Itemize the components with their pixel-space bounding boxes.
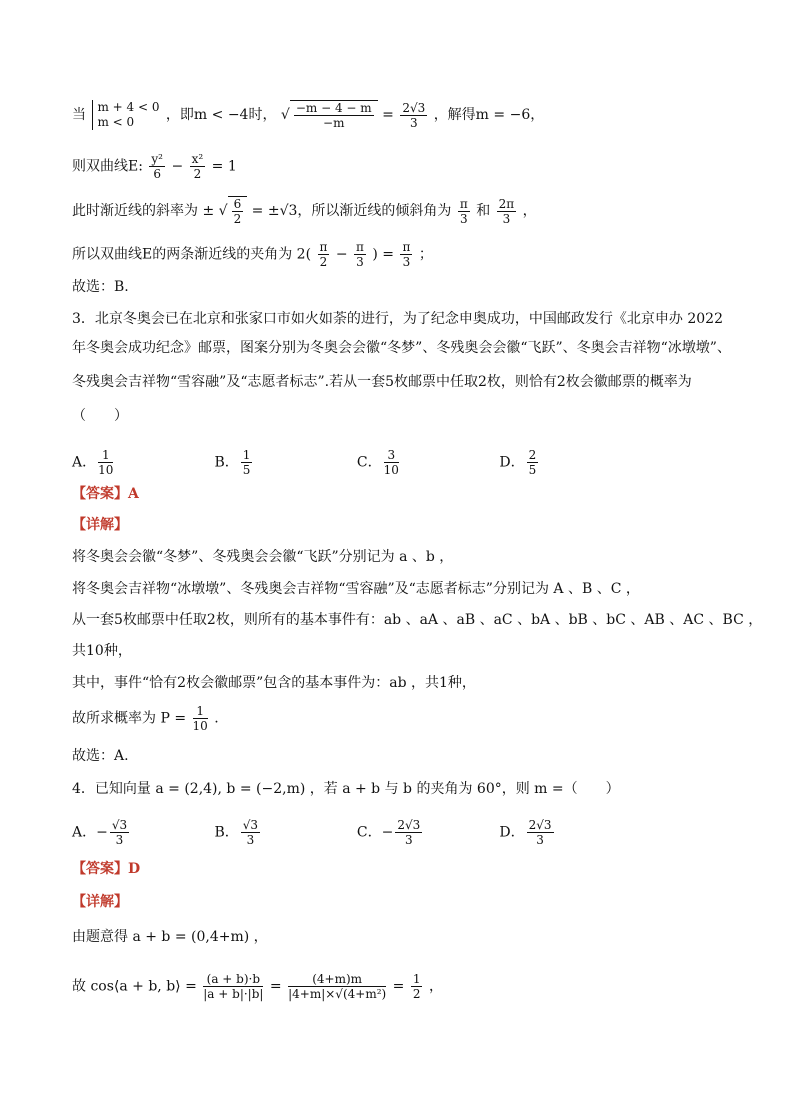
q4-option-a xyxy=(72,818,210,847)
brace-line: m + 4 < 0 xyxy=(97,100,160,114)
q4-line-1: 4．已知向量 a = (2,4), b = (−2,m) ，若 a + b 与 b 的夹角为 60°，则 m =（ ） xyxy=(72,781,620,797)
fraction xyxy=(232,197,244,226)
option-label: C． xyxy=(356,824,382,841)
denominator: 10 xyxy=(98,463,114,477)
sqrt-expression xyxy=(290,100,378,130)
q3-line-2: 年冬奥会成功纪念》邮票，图案分别为冬奥会会徽“冬梦”、冬残奥会会徽“飞跃”、冬奥会吉祥物“冰墩墩”、 xyxy=(72,340,731,356)
denominator: 3 xyxy=(246,833,255,847)
fraction xyxy=(110,818,129,847)
fraction xyxy=(149,152,165,181)
fraction xyxy=(98,448,113,477)
minus: − xyxy=(171,158,184,175)
fraction xyxy=(190,152,206,181)
sqrt-expression xyxy=(228,196,248,226)
numerator: 1 xyxy=(98,448,113,463)
numerator: (a + b)·b xyxy=(203,972,263,987)
fraction xyxy=(384,448,399,477)
denominator: 5 xyxy=(242,463,251,477)
numerator: 2√3 xyxy=(397,818,421,832)
fraction xyxy=(400,240,412,269)
numerator: π xyxy=(356,240,364,254)
numerator: 2√3 xyxy=(528,818,552,832)
numerator: 1 xyxy=(412,972,421,986)
choose-b: 故选：B. xyxy=(72,279,129,295)
denominator: 2 xyxy=(233,212,242,226)
brace-line: m < 0 xyxy=(97,115,135,129)
q3-line-1: 3．北京冬奥会已在北京和张家口市如火如荼的进行，为了纪念申奥成功，中国邮政发行《北京申办 2022 xyxy=(72,311,723,327)
option-label: A． xyxy=(72,824,97,841)
numerator: 6 xyxy=(233,197,242,211)
denominator: |a + b|·|b| xyxy=(203,987,264,1001)
fraction xyxy=(241,818,260,847)
text: 和 xyxy=(476,203,491,219)
text: ， xyxy=(522,203,537,219)
equals: = xyxy=(269,978,282,995)
fraction xyxy=(395,818,422,847)
text: = 1 xyxy=(211,158,237,175)
q3-line-3: 冬残奥会吉祥物“雪容融”及“志愿者标志”.若从一套5枚邮票中任取2枚，则恰有2枚会徽邮票的概率为 xyxy=(72,374,692,390)
denominator: 3 xyxy=(356,255,364,269)
numerator: −m − 4 − m xyxy=(295,101,372,115)
q3-detail-5: 其中，事件“恰有2枚会徽邮票”包含的基本事件为：ab ，共1种， xyxy=(72,675,476,691)
fraction xyxy=(497,197,517,226)
text: ， xyxy=(428,978,443,995)
denominator: 2 xyxy=(193,167,202,181)
text: ，即m < −4时， xyxy=(165,107,277,123)
numerator: √3 xyxy=(242,818,259,832)
denominator: 3 xyxy=(459,211,468,226)
numerator: (4+m)m xyxy=(288,972,386,987)
q4-options xyxy=(72,818,637,847)
solution-line-1: 当 m + 4 < 0 m < 0 ，即m < −4时， √ $\frac{-m - 4 - m}{-m}$ = $\frac{2√3}{3}$ ，解得m = −6， xyxy=(72,100,545,130)
q4-detail-2 xyxy=(72,972,443,1001)
fraction xyxy=(288,972,386,1001)
choose-a: 故选：A. xyxy=(72,748,129,764)
q4-option-d xyxy=(499,818,637,847)
numerator: √3 xyxy=(111,818,128,832)
q4-option-b xyxy=(214,818,352,847)
equals: = xyxy=(392,978,405,995)
option-label: D． xyxy=(499,454,525,471)
q3-detail-4: 共10种， xyxy=(72,643,132,659)
denominator: 2 xyxy=(319,255,328,269)
option-label: D． xyxy=(499,824,525,841)
q4-detail-1: 由题意得 a + b = (0,4+m) ， xyxy=(72,929,268,945)
numerator: 1 xyxy=(193,704,208,719)
fraction xyxy=(400,101,427,130)
numerator: 3 xyxy=(384,448,399,463)
q3-option-d xyxy=(499,448,637,477)
solution-line-2 xyxy=(72,152,237,181)
sign: − xyxy=(381,824,394,841)
numerator: x² xyxy=(191,152,204,166)
q3-options xyxy=(72,448,637,477)
fraction xyxy=(193,704,208,733)
numerator: π xyxy=(459,196,468,211)
denominator: 3 xyxy=(536,833,544,847)
fraction xyxy=(241,448,253,477)
text: ) = xyxy=(372,246,395,263)
text: 所以双曲线E的两条渐近线的夹角为 2( xyxy=(72,246,312,263)
q3-detail-6 xyxy=(72,704,219,733)
q4-option-c xyxy=(357,818,495,847)
denominator: 3 xyxy=(402,255,411,269)
text: 则双曲线E: xyxy=(72,158,143,175)
fraction xyxy=(318,240,330,269)
denominator: 2 xyxy=(412,987,421,1001)
solution-line-3: 此时渐近线的斜率为 ± √ $\frac{6}{2}$ = ±√3，所以渐近线的倾斜角为 $\frac{\pi}{3}$ 和 $\frac{2\pi}{3}$ ， xyxy=(72,196,537,226)
q3-detail-3: 从一套5枚邮票中任取2枚，则所有的基本事件有：ab 、aA 、aB 、aC 、bA 、bB 、bC 、AB 、AC 、BC ， xyxy=(72,612,763,628)
numerator: 2√3 xyxy=(402,100,426,115)
denominator: 10 xyxy=(192,719,208,733)
denominator: |4+m|×√(4+m²) xyxy=(288,987,387,1001)
q3-line-4: （ ） xyxy=(72,408,128,424)
option-label: B． xyxy=(214,824,239,841)
denominator: 3 xyxy=(409,115,418,130)
option-label: B． xyxy=(214,454,239,471)
denominator: 5 xyxy=(528,463,537,477)
q4-detail-heading: 【详解】 xyxy=(72,894,128,910)
text: ，解得m = −6， xyxy=(433,107,545,123)
text: 故 cos⟨a + b, b⟩ = xyxy=(72,978,197,995)
q3-detail-2: 将冬奥会吉祥物“冰墩墩”、冬残奥会吉祥物“雪容融”及“志愿者标志”分别记为 A 、B 、C ， xyxy=(72,581,640,597)
denominator: 3 xyxy=(502,211,511,226)
equals: = xyxy=(382,107,394,123)
fraction xyxy=(527,818,554,847)
case-brace xyxy=(92,100,159,130)
fraction xyxy=(354,240,366,269)
denominator: 6 xyxy=(153,167,161,181)
numerator: 2π xyxy=(498,196,515,211)
q4-answer: 【答案】D xyxy=(72,861,141,877)
numerator: π xyxy=(402,240,411,254)
text: . xyxy=(214,710,219,727)
text: ； xyxy=(418,246,433,263)
fraction xyxy=(458,197,470,226)
sign: − xyxy=(96,824,108,841)
fraction xyxy=(527,448,539,477)
text: 当 xyxy=(72,107,86,123)
q3-answer: 【答案】A xyxy=(72,486,139,502)
numerator: 2 xyxy=(528,448,537,462)
q3-detail-heading: 【详解】 xyxy=(72,517,128,533)
option-label: C． xyxy=(356,454,382,471)
solution-line-4 xyxy=(72,240,433,269)
denominator: 3 xyxy=(115,833,124,847)
option-label: A． xyxy=(72,454,97,471)
numerator: y² xyxy=(151,152,163,166)
numerator: 1 xyxy=(242,448,251,462)
minus: − xyxy=(335,246,348,263)
q3-option-a xyxy=(72,448,210,477)
denominator: 10 xyxy=(383,463,399,477)
fraction xyxy=(411,972,423,1001)
text: = ±√3，所以渐近线的倾斜角为 xyxy=(251,203,452,219)
fraction xyxy=(203,972,263,1001)
text: 此时渐近线的斜率为 ± xyxy=(72,203,215,219)
fraction xyxy=(294,101,374,130)
numerator: π xyxy=(319,240,328,254)
q3-option-b xyxy=(214,448,352,477)
denominator: −m xyxy=(323,116,345,130)
text: 故所求概率为 P = xyxy=(72,710,187,727)
q3-detail-1: 将冬奥会会徽“冬梦”、冬残奥会会徽“飞跃”分别记为 a 、b ， xyxy=(72,549,454,565)
denominator: 3 xyxy=(405,833,413,847)
q3-option-c xyxy=(357,448,495,477)
